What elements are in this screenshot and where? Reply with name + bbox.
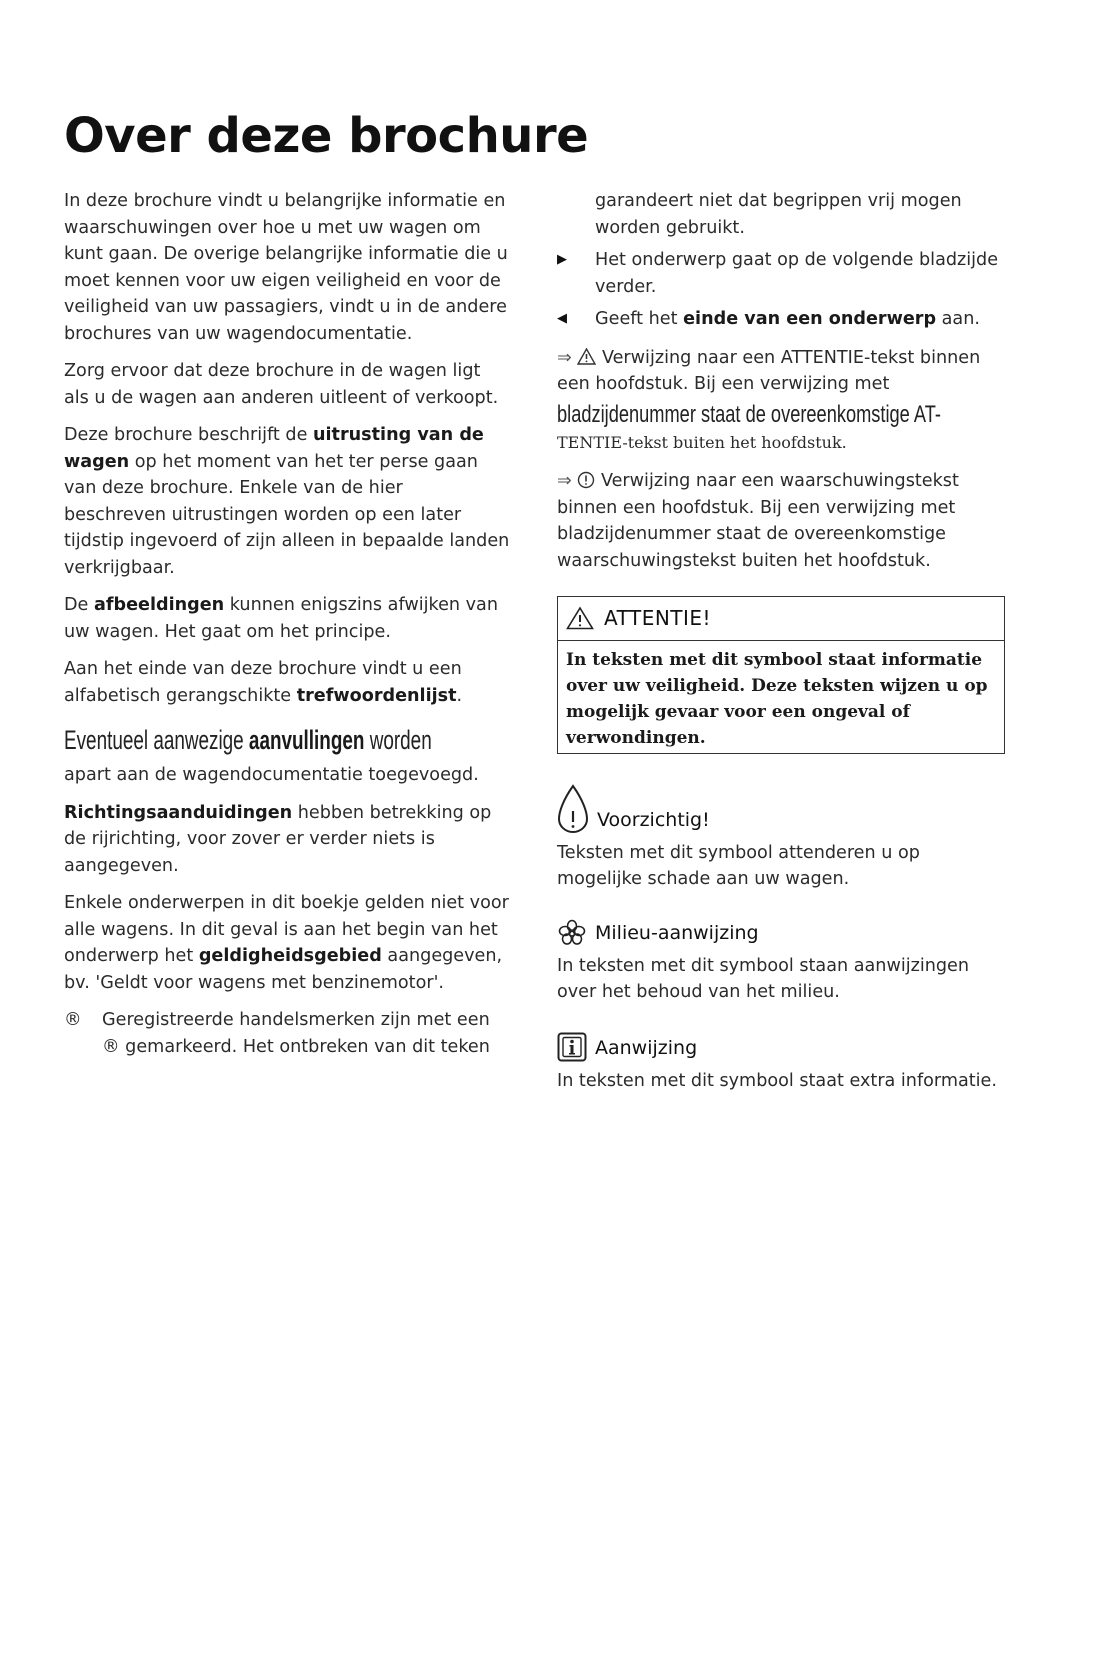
arrow-icon: ⇒ xyxy=(557,471,572,491)
attention-header xyxy=(558,597,1004,641)
environment-body: In teksten met dit symbool staan aanwijzingen over het behoud van het milieu. xyxy=(557,955,970,1002)
caution-title: Voorzichtig! xyxy=(597,809,710,831)
text-run: hebben betrekking op de rijrichting, voor zover er verder niets is aangegeven. xyxy=(64,802,492,876)
bullet-end xyxy=(557,306,1005,333)
bullet-text: Het onderwerp gaat op de volgende bladzijde verder. xyxy=(595,250,999,297)
caution-section xyxy=(557,784,1005,893)
reference-text-condensed: bladzijdenummer staat de overeenkomstige AT- xyxy=(557,400,941,428)
index-paragraph xyxy=(64,656,510,709)
warning-triangle-icon xyxy=(577,348,596,365)
warning-reference xyxy=(557,468,1005,574)
text-run: op het moment van het ter perse gaan van deze brochure. Enkele van de hier beschreven uitrustingen worden op een later tijdstip ingevoerd of zijn alleen in bepaalde landen verkrijgbaar. xyxy=(64,451,510,578)
warning-triangle-icon xyxy=(566,606,594,630)
text-run: kunnen enigszins afwijken van uw wagen. Het gaat om het principe. xyxy=(64,595,498,642)
intro-paragraph: In deze brochure vindt u belangrijke informatie en waarschuwingen over hoe u met uw wagen om kunt gaan. De overige belangrijke informatie die u moet kennen voor uw eigen veiligheid en voor de veiligheid van uw passagiers, vindt u in de andere brochures van uw wagendocumentatie. xyxy=(64,191,508,344)
registered-text: Geregistreerde handelsmerken zijn met een ® gemarkeerd. Het ontbreken van dit teken xyxy=(102,1010,490,1057)
reference-text: Verwijzing naar een waarschuwingstekst binnen een hoofdstuk. Bij een verwijzing met bladzijdenummer staat de overeenkomstige waarschuwingstekst buiten het hoofdstuk. xyxy=(557,471,959,571)
supplements-paragraph: apart aan de wagendocumentatie toegevoegd. xyxy=(64,765,479,785)
text-run: Deze brochure beschrijft de xyxy=(64,425,313,445)
text-run: De xyxy=(64,595,94,615)
equipment-paragraph xyxy=(64,422,510,581)
images-paragraph xyxy=(64,592,510,645)
info-header xyxy=(557,1032,1005,1062)
bullet-text xyxy=(595,306,980,333)
text-run: . xyxy=(456,685,463,706)
text-run: Eventueel aanwezige xyxy=(64,725,249,755)
registered-icon: ® xyxy=(64,1010,82,1030)
info-icon xyxy=(557,1032,587,1062)
bullet-continue xyxy=(557,247,1005,300)
bold-run: uitrusting van de wagen xyxy=(64,425,484,472)
reference-text: TENTIE-tekst buiten het hoofdstuk. xyxy=(557,432,847,452)
caution-circle-icon xyxy=(577,471,595,489)
bold-run: Richtingsaanduidingen xyxy=(64,802,293,823)
caution-drop-icon xyxy=(557,784,589,834)
attention-title: ATTENTIE! xyxy=(604,606,712,630)
environment-title: Milieu-aanwijzing xyxy=(595,922,759,944)
attention-box xyxy=(557,596,1005,754)
page-title: Over deze brochure xyxy=(64,108,589,164)
text-run: aan. xyxy=(936,309,980,329)
registered-trademark-note xyxy=(64,1007,510,1060)
info-section xyxy=(557,1032,1005,1095)
caution-body: Teksten met dit symbool attenderen u op mogelijke schade aan uw wagen. xyxy=(557,842,920,889)
reference-text: Verwijzing naar een ATTENTIE-tekst binnen een hoofdstuk. Bij een verwijzing met xyxy=(557,347,981,394)
caution-header xyxy=(557,784,1005,834)
text-run: Enkele onderwerpen in dit boekje gelden niet voor alle wagens. In dit geval is aan het begin van het onderwerp het xyxy=(64,893,509,966)
keep-brochure-paragraph: Zorg ervoor dat deze brochure in de wagen ligt als u de wagen aan anderen uitleent of verkoopt. xyxy=(64,361,499,408)
right-column xyxy=(557,188,1005,1120)
bold-run: aanvullingen xyxy=(248,725,365,755)
environment-section xyxy=(557,919,1005,1006)
arrow-icon: ⇒ xyxy=(557,347,572,368)
attention-body: In teksten met dit symbool staat informatie over uw veiligheid. Deze teksten wijzen u op mogelijk gevaar voor een ongeval of verwondingen. xyxy=(566,649,988,748)
info-body: In teksten met dit symbool staat extra informatie. xyxy=(557,1070,997,1091)
text-run: Geeft het xyxy=(595,309,684,329)
left-column xyxy=(64,188,510,1060)
triangle-left-icon: ◀ xyxy=(557,311,567,326)
bold-run: trefwoordenlijst xyxy=(296,685,457,706)
text-run: aangegeven, bv. 'Geldt voor wagens met benzinemotor'. xyxy=(64,946,503,993)
info-title: Aanwijzing xyxy=(595,1037,698,1059)
attention-reference xyxy=(557,345,1005,457)
directions-paragraph xyxy=(64,800,510,880)
text-run: worden xyxy=(364,725,432,755)
bold-run: afbeeldingen xyxy=(93,595,225,615)
bold-run: geldigheidsgebied xyxy=(198,946,382,966)
environment-header xyxy=(557,919,1005,947)
supplements-heading xyxy=(64,720,432,760)
text-run: Aan het einde van deze brochure vindt u een alfabetisch gerangschikte xyxy=(64,659,462,706)
validity-paragraph xyxy=(64,890,510,996)
bold-run: einde van een onderwerp xyxy=(683,309,937,329)
triangle-right-icon: ▶ xyxy=(557,252,567,267)
flower-icon xyxy=(557,919,587,947)
continued-text: garandeert niet dat begrippen vrij mogen worden gebruikt. xyxy=(595,191,962,238)
